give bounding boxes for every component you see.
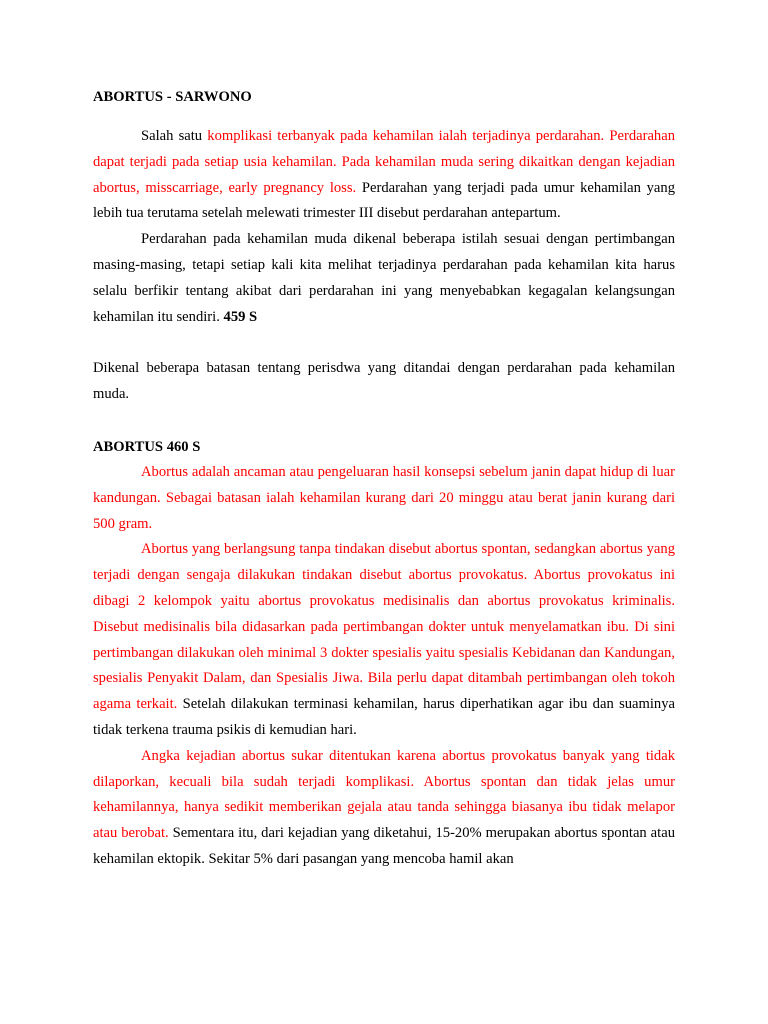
p5-tail: Setelah dilakukan terminasi kehamilan, harus diperhatikan agar ibu dan suaminya tidak terkena trauma psikis di kemudian hari. [93,696,675,738]
p1-highlight: komplikasi terbanyak pada kehamilan ialah terjadinya perdarahan. Perdarahan dapat terjadi pada setiap usia kehamilan. Pada kehamilan muda sering dikaitkan dengan kejadian abortus, misscarriage, early pregnancy loss. [93,128,676,196]
paragraph-3: Dikenal beberapa batasan tentang perisdwa yang ditandai dengan perdarahan pada kehamilan muda. [93,360,675,403]
paragraph-4: Abortus adalah ancaman atau pengeluaran hasil konsepsi sebelum janin dapat hidup di luar kandungan. Sebagai batasan ialah kehamilan kurang dari 20 minggu atau berat janin kurang dari 500 gram. [93,463,675,532]
spacer [93,330,675,356]
document-title: ABORTUS - SARWONO [93,89,252,105]
p6-tail: Sementara itu, dari kejadian yang diketahui, 15-20% merupakan abortus spontan atau kehamilan ektopik. Sekitar 5% dari pasangan yang mencoba hamil akan [93,825,675,867]
p6-highlight: Angka kejadian abortus sukar ditentukan karena abortus provokatus banyak yang tidak dilaporkan, kecuali bila sudah terjadi komplikasi. Abortus spontan dan tidak jelas umur kehamilannya, hanya sedikit memberikan gejala atau tanda sehingga biasanya ibu tidak melapor atau berobat. [93,747,675,842]
p1-lead: Salah satu [141,128,208,144]
paragraph-1 [93,124,675,227]
spacer [93,408,675,434]
paragraph-5 [93,537,675,743]
p1-tail: Perdarahan yang terjadi pada umur kehamilan yang lebih tua terutama setelah melewati trimester III disebut perdarahan antepartum. [93,179,675,222]
p5-highlight: Abortus yang berlangsung tanpa tindakan disebut abortus spontan, sedangkan abortus yang terjadi dengan sengaja dilakukan tindakan disebut abortus provokatus. Abortus provokatus ini dibagi 2 kelompok yaitu abortus provokatus medisinalis dan abortus provokatus kriminalis. Disebut medisinalis bila didasarkan pada pertimbangan dokter untuk menyelamatkan ibu. Di sini pertimbangan dilakukan oleh minimal 3 dokter spesialis yaitu spesialis Kebidanan dan Kandungan, spesialis Penyakit Dalam, dan Spesialis Jiwa. Bila perlu dapat ditambah pertimbangan oleh tokoh agama terkait. [93,541,675,713]
p2-text: Perdarahan pada kehamilan muda dikenal beberapa istilah sesuai dengan pertimbangan masing-masing, tetapi setiap kali kita melihat terjadinya perdarahan pada kehamilan kita harus selalu berfikir tentang akibat dari perdarahan ini yang menyebabkan kegagalan kelangsungan kehamilan itu sendiri. [93,231,675,325]
paragraph-6 [93,744,675,873]
page-reference-459: 459 S [223,308,258,325]
section-heading-abortus: ABORTUS 460 S [93,438,201,455]
paragraph-2 [93,227,675,330]
